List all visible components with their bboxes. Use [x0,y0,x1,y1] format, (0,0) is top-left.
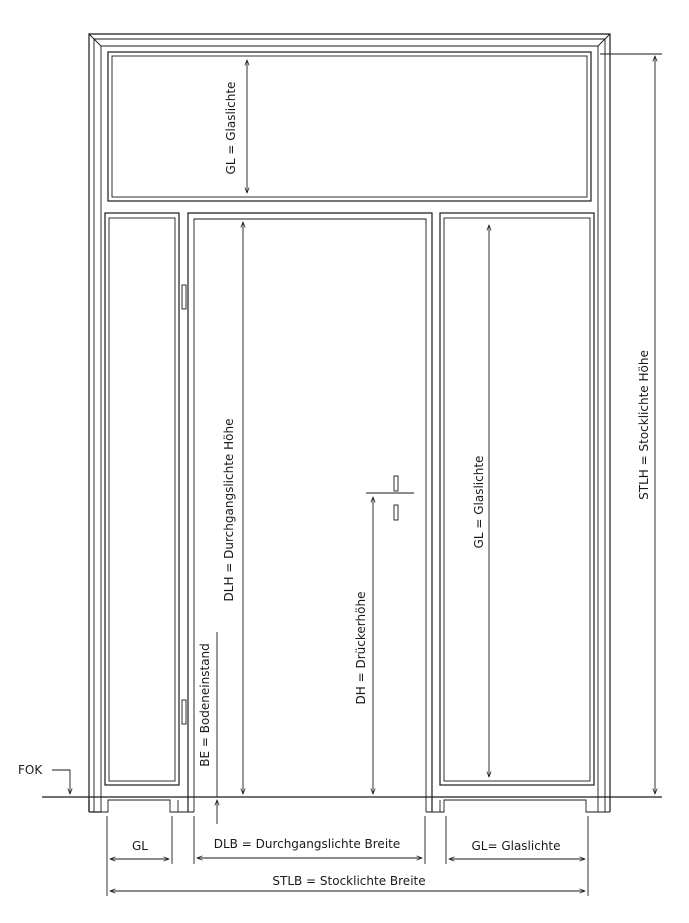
be-label: BE = Bodeneinstand [198,643,212,767]
stlh-label: STLH = Stocklichte Höhe [637,350,651,500]
fok-label: FOK [18,763,43,777]
gl-left-bottom-label: GL [132,839,148,853]
dh-label: DH = Drückerhöhe [354,591,368,705]
transom-glass-panel [108,52,591,201]
bottom-frame-feet [89,800,610,812]
dlb-label: DLB = Durchgangslichte Breite [213,837,401,851]
upper-hinge [182,285,186,309]
gl-right-bottom-label: GL= Glaslichte [471,839,561,853]
gl-top-label: GL = Glaslichte [224,81,238,175]
outer-frame [89,34,610,812]
lower-hinge [182,700,186,724]
fok-leader [52,770,70,794]
right-sidelight-panel [440,213,594,785]
dlh-label: DLH = Durchgangslichte Höhe [222,418,236,602]
stlb-label: STLB = Stocklichte Breite [272,874,426,888]
left-sidelight-panel [105,213,179,785]
gl-right-label: GL = Glaslichte [472,455,486,549]
